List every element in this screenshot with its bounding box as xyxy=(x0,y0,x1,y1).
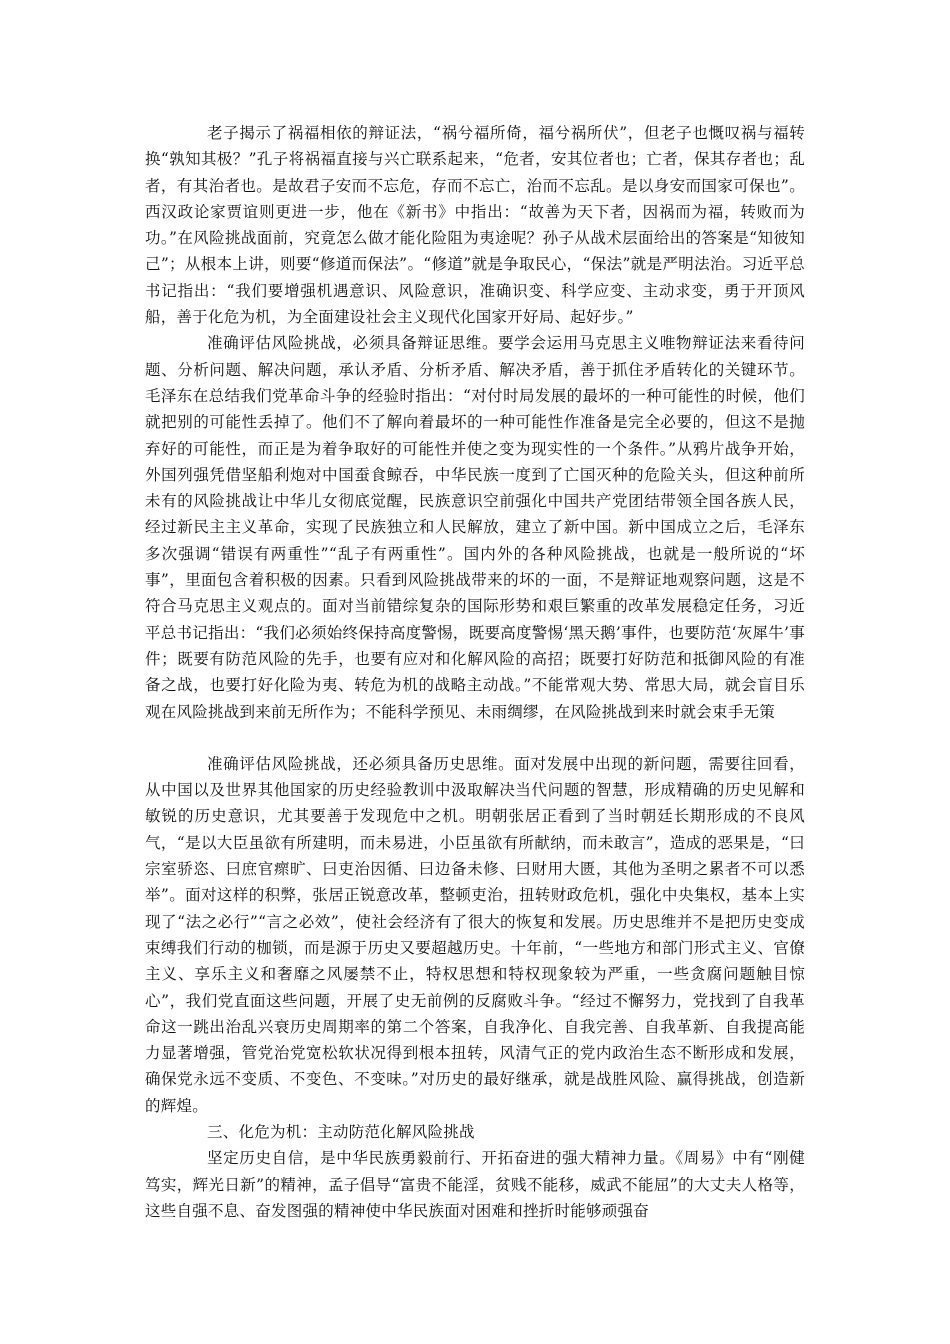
paragraph-historical-confidence: 坚定历史自信，是中华民族勇毅前行、开拓奋进的强大精神力量。《周易》中有“刚健笃实，辉光日新”的精神，孟子倡导“富贵不能淫，贫贱不能移，威武不能屈”的大丈夫人格等，这些自强不息、奋发图强的精神使中华民族面对困难和挫折时能够顽强奋 xyxy=(145,1149,805,1220)
paragraph-dialectical-thinking: 准确评估风险挑战，必须具备辩证思维。要学会运用马克思主义唯物辩证法来看待问题、分析问题、解决问题，承认矛盾、分析矛盾、解决矛盾，善于抓住矛盾转化的关键环节。毛泽东在总结我们党革命斗争的经验时指出：“对付时局发展的最坏的一种可能性的时候，他们就把别的可能性丢掉了。他们不了解向着最坏的一种可能性作准备是完全必要的，但这不是抛弃好的可能性，而正是为着争取好的可能性并使之变为现实性的一个条件。”从鸦片战争开始，外国列强凭借坚船利炮对中国蚕食鲸吞，中华民族一度到了亡国灭种的危险关头，但这种前所未有的风险挑战让中华儿女彻底觉醒，民族意识空前强化中国共产党团结带领全国各族人民，经过新民主主义革命，实现了民族独立和人民解放，建立了新中国。新中国成立之后，毛泽东多次强调“错误有两重性”“乱子有两重性”。国内外的各种风险挑战，也就是一般所说的“坏事”，里面包含着积极的因素。只看到风险挑战带来的坏的一面，不是辩证地观察问题，这是不符合马克思主义观点的。面对当前错综复杂的国际形势和艰巨繁重的改革发展稳定任务，习近平总书记指出：“我们必须始终保持高度警惕，既要高度警惕‘黑天鹅’事件，也要防范‘灰犀牛’事件；既要有防范风险的先手，也要有应对和化解风险的高招；既要打好防范和抵御风险的有准备之战，也要打好化险为夷、转危为机的战略主动战。”不能常观大势、常思大局，就会盲目乐观在风险挑战到来前无所作为；不能科学预见、未雨绸缪，在风险挑战到来时就会束手无策 xyxy=(145,334,805,721)
paragraph-laozi: 老子揭示了祸福相依的辩证法，“祸兮福所倚，福兮祸所伏”，但老子也慨叹祸与福转换“孰知其极？”孔子将祸福直接与兴亡联系起来，“危者，安其位者也；亡者，保其存者也；乱者，有其治者也。是故君子安而不忘危，存而不忘亡，治而不忘乱。是以身安而国家可保也”。西汉政论家贾谊则更进一步，他在《新书》中指出：“故善为天下者，因祸而为福，转败而为功。”在风险挑战面前，究竟怎么做才能化险阻为夷途呢？孙子从战术层面给出的答案是“知彼知己”；从根本上讲，则要“修道而保法”。“修道”就是争取民心，“保法”就是严明法治。习近平总书记指出：“我们要增强机遇意识、风险意识，准确识变、科学应变、主动求变，勇于开顶风船，善于化危为机，为全面建设社会主义现代化国家开好局、起好步。” xyxy=(145,124,805,327)
document-page xyxy=(145,120,805,1224)
paragraph-historical-thinking: 准确评估风险挑战，还必须具备历史思维。面对发展中出现的新问题，需要往回看，从中国以及世界其他国家的历史经验教训中汲取解决当代问题的智慧，形成精确的历史见解和敏锐的历史意识，尤其要善于发现危中之机。明朝张居正看到了当时朝廷长期形成的不良风气，“是以大臣虽欲有所建明，而未易进，小臣虽欲有所献纳，而未敢言”，造成的恶果是，“曰宗室骄恣、曰庶官瘝旷、曰吏治因循、曰边备未修、曰财用大匮，其他为圣明之累者不可以悉举”。面对这样的积弊，张居正锐意改革，整顿吏治，扭转财政危机，强化中央集权，基本上实现了“法之必行”“言之必效”，使社会经济有了很大的恢复和发展。历史思维并不是把历史变成束缚我们行动的枷锁，而是源于历史又要超越历史。十年前，“一些地方和部门形式主义、官僚主义、享乐主义和奢靡之风屡禁不止，特权思想和特权现象较为严重，一些贪腐问题触目惊心”，我们党直面这些问题，开展了史无前例的反腐败斗争。“经过不懈努力，党找到了自我革命这一跳出治乱兴衰历史周期率的第二个答案，自我净化、自我完善、自我革新、自我提高能力显著增强，管党治党宽松软状况得到根本扭转，风清气正的党内政治生态不断形成和发展，确保党永远不变质、不变色、不变味。”对历史的最好继承，就是战胜风险、赢得挑战，创造新的辉煌。 xyxy=(145,754,805,1115)
section-heading: 三、化危为机：主动防范化解风险挑战 xyxy=(207,1122,475,1141)
